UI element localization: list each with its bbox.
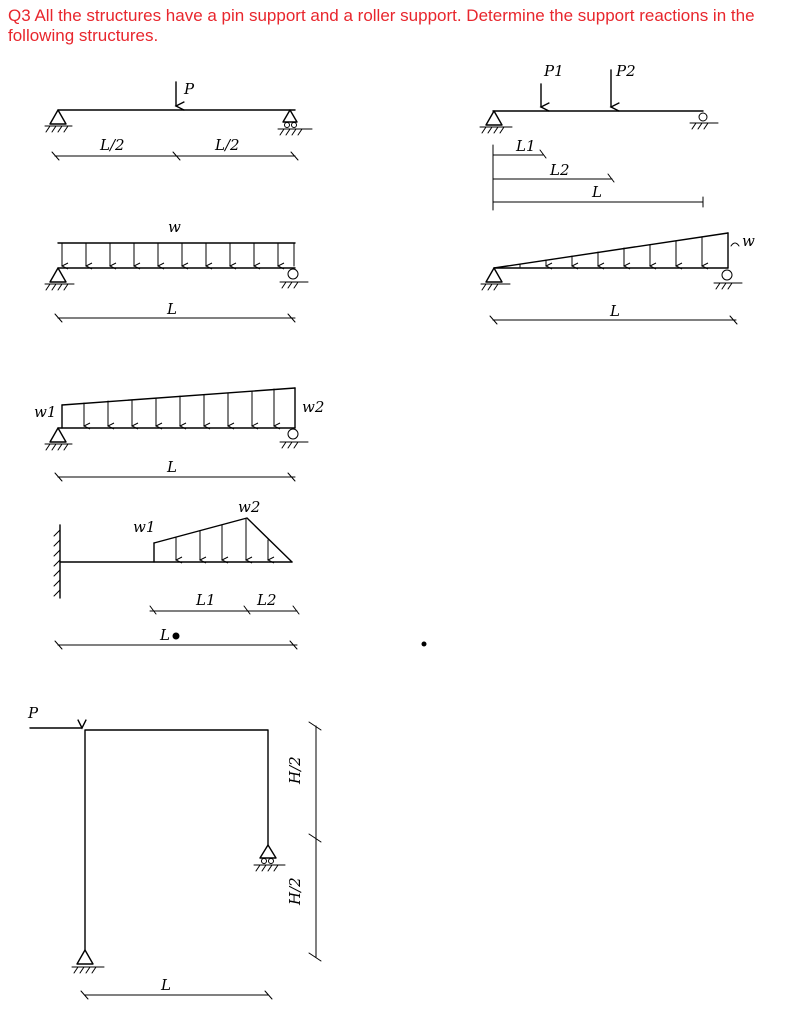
span-label: L — [167, 300, 177, 318]
pin-support — [481, 268, 510, 290]
roller-support — [714, 270, 742, 289]
load-label: w — [742, 232, 755, 250]
pin-support — [45, 268, 74, 290]
stray-dot — [422, 642, 427, 647]
load-label: P — [184, 80, 195, 98]
dim-label-total: L — [160, 626, 170, 644]
beam-point-load-center — [45, 80, 312, 160]
dim-label-1: L1 — [196, 591, 216, 609]
load-envelope — [494, 233, 728, 268]
pin-support — [72, 950, 104, 973]
span-label: L — [610, 302, 620, 320]
span-label: L — [161, 976, 171, 994]
span-label: L — [167, 458, 177, 476]
pin-support — [45, 428, 72, 450]
fixed-support — [54, 525, 60, 598]
span-label-right: L/2 — [215, 136, 240, 154]
pin-support — [45, 110, 72, 132]
dim-label-2: L2 — [550, 161, 570, 179]
pin-support — [480, 111, 512, 133]
load-label-right: w2 — [302, 398, 325, 416]
load-label-left: w1 — [34, 403, 57, 421]
dim-label-1: L1 — [516, 137, 536, 155]
dim-label-2: L2 — [257, 591, 277, 609]
load-label-2: P2 — [616, 62, 636, 80]
roller-support — [280, 269, 308, 288]
roller-support — [254, 845, 285, 871]
load-envelope — [62, 388, 295, 405]
cantilever-beam — [54, 498, 299, 649]
span-label-left: L/2 — [100, 136, 125, 154]
half-height-top-label: H/2 — [286, 756, 304, 784]
load-label: w — [168, 218, 181, 236]
distributed-load-arrows — [62, 243, 294, 266]
roller-support — [280, 429, 308, 448]
load-label-2: w2 — [238, 498, 261, 516]
load-envelope — [154, 518, 292, 562]
load-label-1: w1 — [133, 518, 156, 536]
roller-support — [278, 110, 312, 135]
dim-label-3: L — [592, 183, 602, 201]
beam-triangular-load — [481, 232, 755, 324]
beam-two-point-loads — [480, 62, 718, 210]
beam-uniform-load — [45, 218, 308, 322]
question-text: Q3 All the structures have a pin support and a roller support. Determine the support reactions in the following structures. — [8, 6, 755, 45]
load-label: P — [28, 704, 39, 722]
portal-frame — [27, 704, 321, 999]
load-label-1: P1 — [544, 62, 564, 80]
half-height-bottom-label: H/2 — [286, 877, 304, 905]
roller-support — [690, 113, 718, 129]
beam-trapezoidal-load — [34, 388, 324, 481]
distributed-load-arrows — [84, 389, 274, 426]
